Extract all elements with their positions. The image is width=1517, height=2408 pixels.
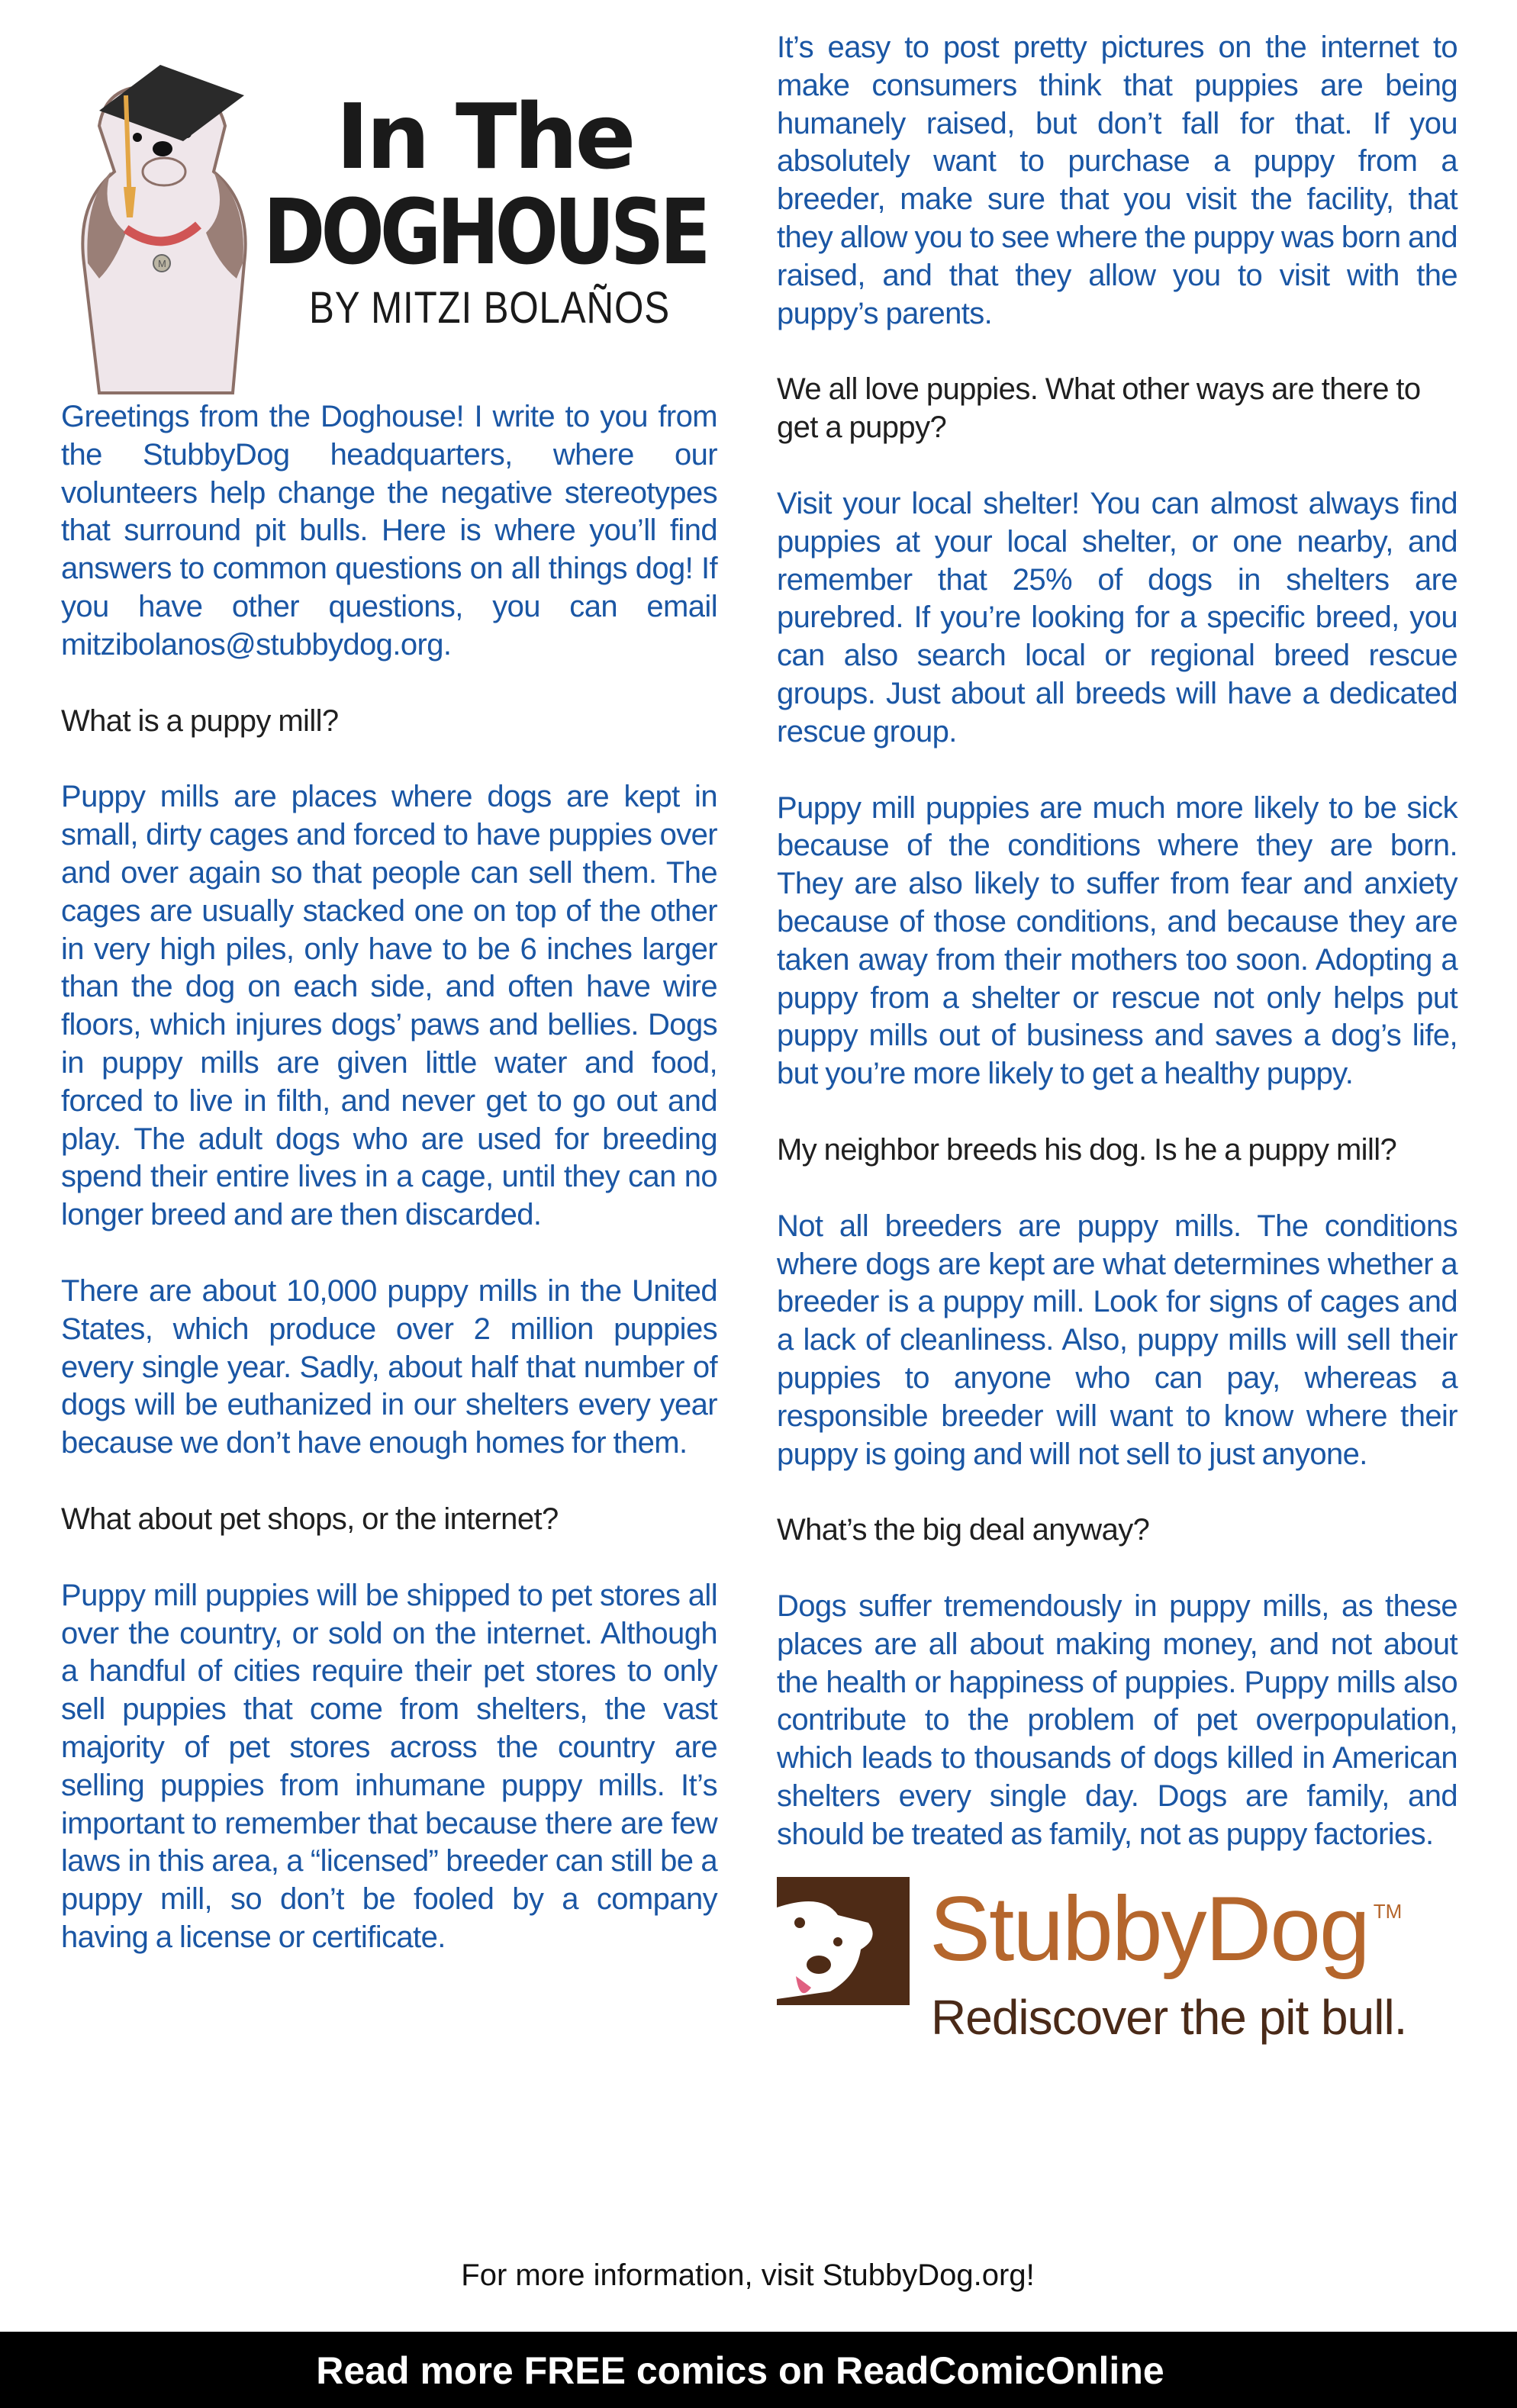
- stubbydog-logo-mark: [777, 1877, 910, 2005]
- answer-paragraph: Not all breeders are puppy mills. The conditions where dogs are kept are what determines whether a breeder is a puppy mill. Look for signs of cages and a lack of cleanliness. Also, puppy mills will sell their puppies to anyone who can pay, whereas a responsible breeder will want to know where their puppy is going and will not sell to just anyone.: [777, 1209, 1457, 1471]
- answer-paragraph: Visit your local shelter! You can almost always find puppies at your local shelter, or one nearby, and remember that 25% of dogs in shelters are purebred. If you’re looking for a specific breed, you can also search local or regional breed rescue groups. Just about all breeds will have a dedicated rescue group.: [777, 486, 1457, 748]
- answer-paragraph: Puppy mill puppies are much more likely to be sick because of the conditions where they are born. They are also likely to suffer from fear and anxiety because of those conditions, and because they are taken away from their mothers too soon. Adopting a puppy from a shelter or rescue not only helps put puppy mills out of business and saves a dog’s life, but you’re more likely to get a healthy puppy.: [777, 790, 1457, 1091]
- byline: BY MITZI BOLAÑOS: [309, 283, 670, 333]
- answer-paragraph: It’s easy to post pretty pictures on the internet to make consumers think that puppies are being humanely raised, but don’t fall for that. If you absolutely want to purchase a puppy from a breeder, make sure that you visit the facility, that they allow you to see where the puppy was born and raised, and that they allow you to visit with the puppy’s parents.: [777, 31, 1457, 330]
- stubbydog-wordmark: [929, 1877, 1403, 1980]
- left-column: [61, 398, 717, 1995]
- question-heading: What about pet shops, or the internet?: [61, 1502, 559, 1536]
- promo-banner-text[interactable]: Read more FREE comics on ReadComicOnline: [316, 2349, 1164, 2392]
- graduate-dog-illustration: [53, 34, 275, 397]
- stubbydog-logo: [777, 1877, 1457, 2052]
- question-heading: What’s the big deal anyway?: [777, 1513, 1150, 1547]
- intro-paragraph: Greetings from the Doghouse! I write to you from the StubbyDog headquarters, where our volunteers help change the negative stereotypes that surround pit bulls. Here is where you’ll find answers to common questions on all things dog! If you have other questions, you can email mitzibolanos@stubbydog.org.: [61, 400, 717, 662]
- answer-paragraph: Puppy mills are places where dogs are kept in small, dirty cages and forced to have puppies over and over again so that people can sell them. The cages are usually stacked one on top of the other in very high piles, only have to be 6 inches larger than the dog on each side, and often have wire floors, which injures dogs’ paws and bellies. Dogs in puppy mills are given little water and food, forced to live in filth, and never get to go out and play. The adult dogs who are used for breeding spend their entire lives in a cage, until they can no longer breed and are then discarded.: [61, 780, 717, 1232]
- title-in-the: In The: [336, 84, 633, 189]
- answer-paragraph: There are about 10,000 puppy mills in the United States, which produce over 2 million puppies every single year. Sadly, about half that number of dogs will be euthanized in our shelters every year because we don’t have enough homes for them.: [61, 1273, 717, 1460]
- dog-face-icon: [777, 1877, 910, 2005]
- promo-banner[interactable]: [0, 2332, 1517, 2408]
- question-heading: My neighbor breeds his dog. Is he a puppy mill?: [777, 1132, 1397, 1167]
- stubbydog-name: StubbyDog: [929, 1877, 1369, 1980]
- title-doghouse: DOGHOUSE: [263, 179, 707, 285]
- question-heading: We all love puppies. What other ways are there to get a puppy?: [777, 372, 1421, 445]
- footer-info: For more information, visit StubbyDog.org!: [461, 2258, 1035, 2292]
- question-heading: What is a puppy mill?: [61, 703, 339, 738]
- logo-tagline: Rediscover the pit bull.: [931, 1989, 1407, 2045]
- trademark-symbol: TM: [1373, 1899, 1403, 1923]
- answer-paragraph: Puppy mill puppies will be shipped to pet stores all over the country, or sold on the internet. Although a handful of cities require their pet stores to only sell puppies that come from shelters, the vast majority of pet stores across the country are selling puppies from inhumane puppy mills. It’s important to remember that because there are few laws in this area, a “licensed” breeder can still be a puppy mill, so don’t be fooled by a company having a license or certificate.: [61, 1578, 717, 1954]
- dog-tag-letter: M: [158, 258, 166, 269]
- right-column: [777, 29, 1457, 2052]
- answer-paragraph: Dogs suffer tremendously in puppy mills, as these places are all about making money, and not about the health or happiness of puppies. Puppy mills also contribute to the problem of pet overpopulation, which leads to thousands of dogs killed in American shelters every single day. Dogs are family, and should be treated as family, not as puppy factories.: [777, 1589, 1457, 1851]
